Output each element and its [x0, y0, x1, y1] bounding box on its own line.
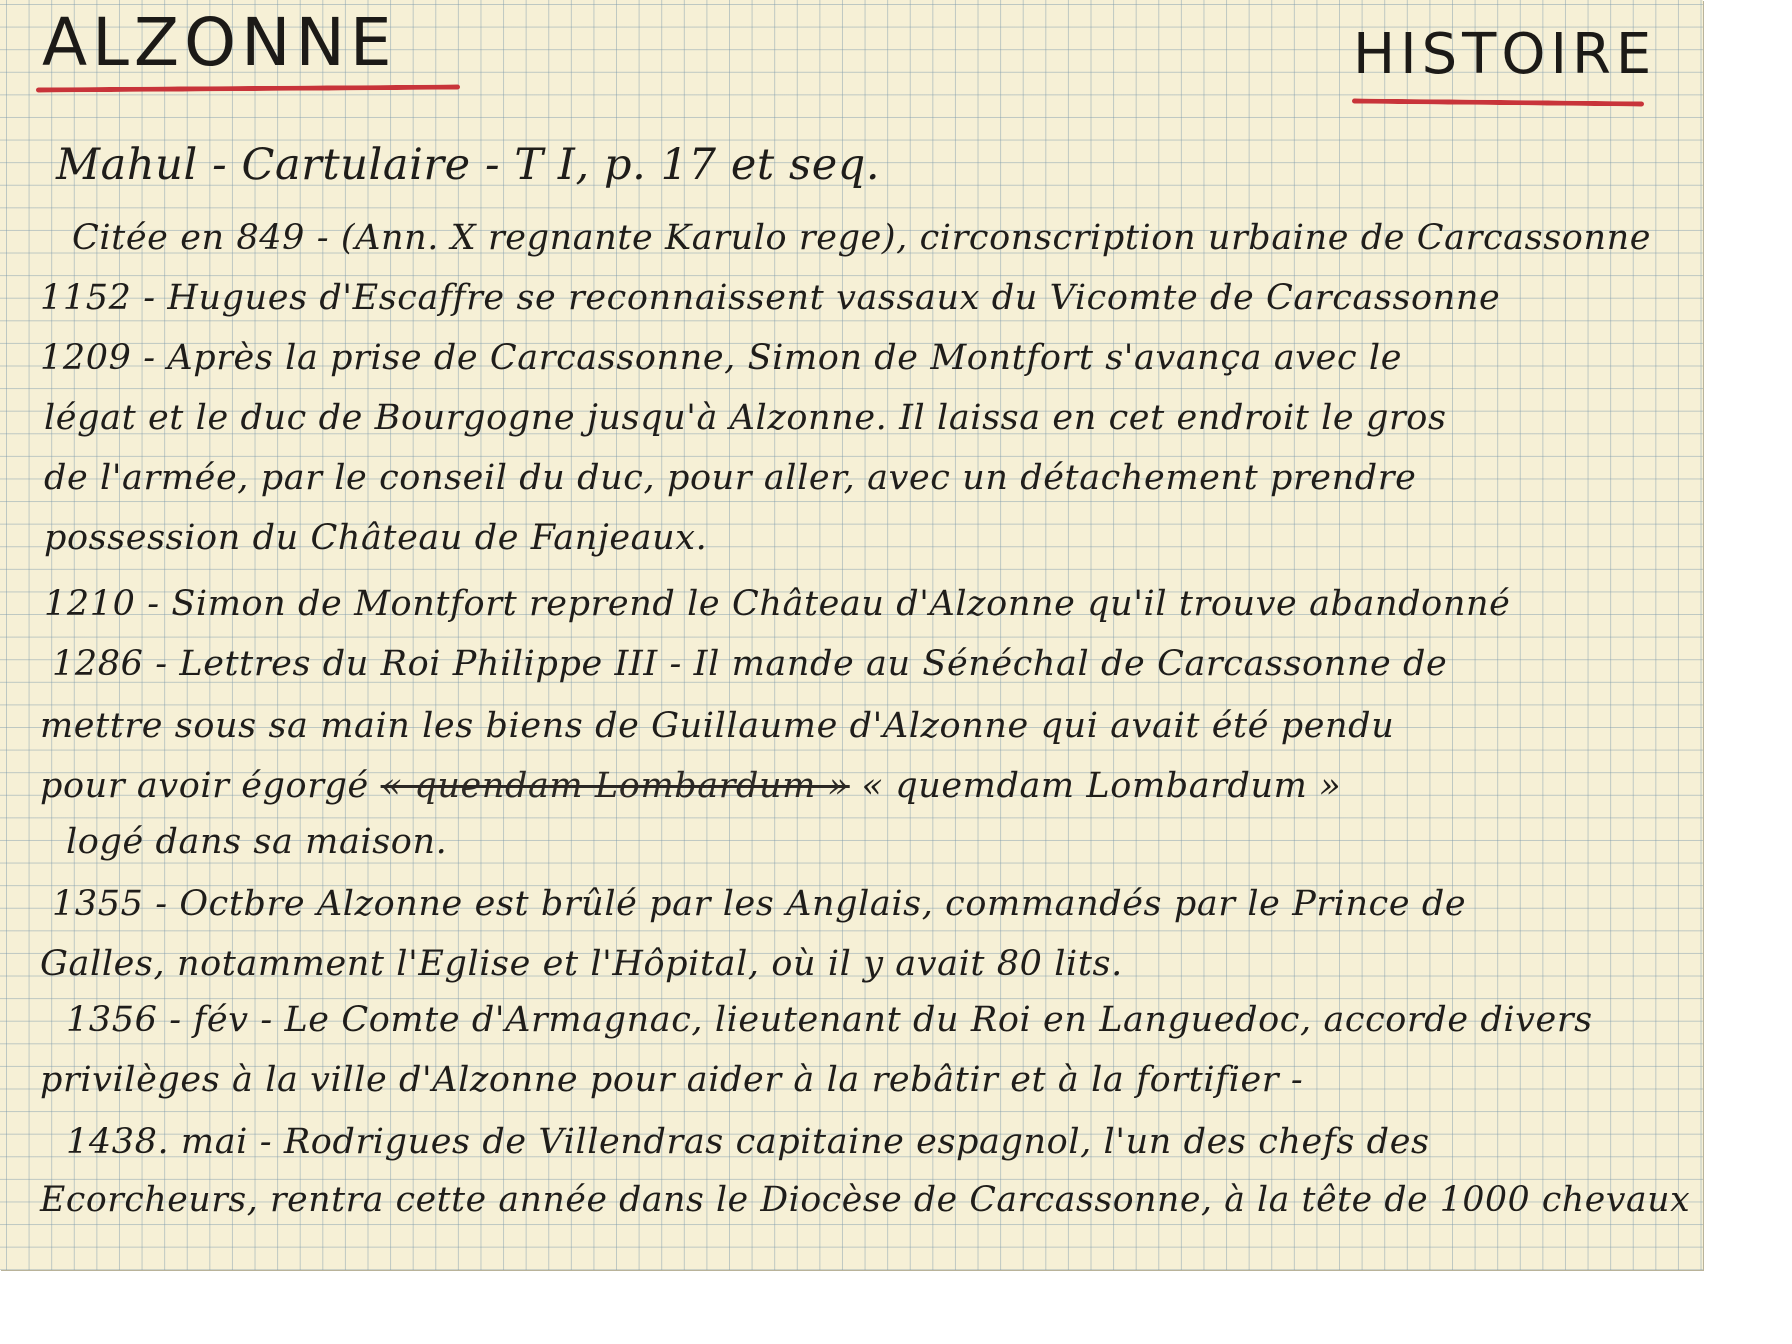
text-line: 1286 - Lettres du Roi Philippe III - Il mande au Sénéchal de Carcassonne de: [52, 644, 1448, 684]
text-line: de l'armée, par le conseil du duc, pour aller, avec un détachement prendre: [44, 458, 1417, 498]
text-fragment: pour avoir égorgé: [40, 766, 369, 806]
text-line: 1209 - Après la prise de Carcassonne, Simon de Montfort s'avança avec le: [40, 338, 1403, 378]
text-fragment: « quemdam Lombardum »: [861, 766, 1342, 806]
text-line: 1356 - fév - Le Comte d'Armagnac, lieutenant du Roi en Languedoc, accorde divers: [66, 1000, 1593, 1040]
text-line: [40, 766, 1341, 806]
text-line: mettre sous sa main les biens de Guillaume d'Alzonne qui avait été pendu: [40, 706, 1395, 746]
text-line: privilèges à la ville d'Alzonne pour aider à la rebâtir et à la fortifier -: [40, 1060, 1304, 1100]
text-line: légat et le duc de Bourgogne jusqu'à Alzonne. Il laissa en cet endroit le gros: [44, 398, 1447, 438]
text-line: logé dans sa maison.: [66, 822, 448, 862]
text-line: 1438. mai - Rodrigues de Villendras capitaine espagnol, l'un des chefs des: [66, 1122, 1430, 1162]
text-line: possession du Château de Fanjeaux.: [44, 518, 708, 558]
card-title: ALZONNE: [42, 4, 397, 81]
text-line: Citée en 849 - (Ann. X regnante Karulo rege), circonscription urbaine de Carcassonne: [72, 218, 1652, 258]
text-line: 1152 - Hugues d'Escaffre se reconnaissent vassaux du Vicomte de Carcassonne: [40, 278, 1501, 318]
source-reference: Mahul - Cartulaire - T I, p. 17 et seq.: [56, 140, 881, 190]
struck-text: « quendam Lombardum »: [380, 766, 850, 806]
text-line: Ecorcheurs, rentra cette année dans le Diocèse de Carcassonne, à la tête de 1000 chevaux: [40, 1180, 1691, 1220]
card-category: HISTOIRE: [1353, 22, 1657, 87]
text-line: Galles, notamment l'Eglise et l'Hôpital, où il y avait 80 lits.: [40, 944, 1123, 984]
text-line: 1210 - Simon de Montfort reprend le Château d'Alzonne qu'il trouve abandonné: [44, 584, 1511, 624]
text-line: 1355 - Octbre Alzonne est brûlé par les Anglais, commandés par le Prince de: [52, 884, 1467, 924]
